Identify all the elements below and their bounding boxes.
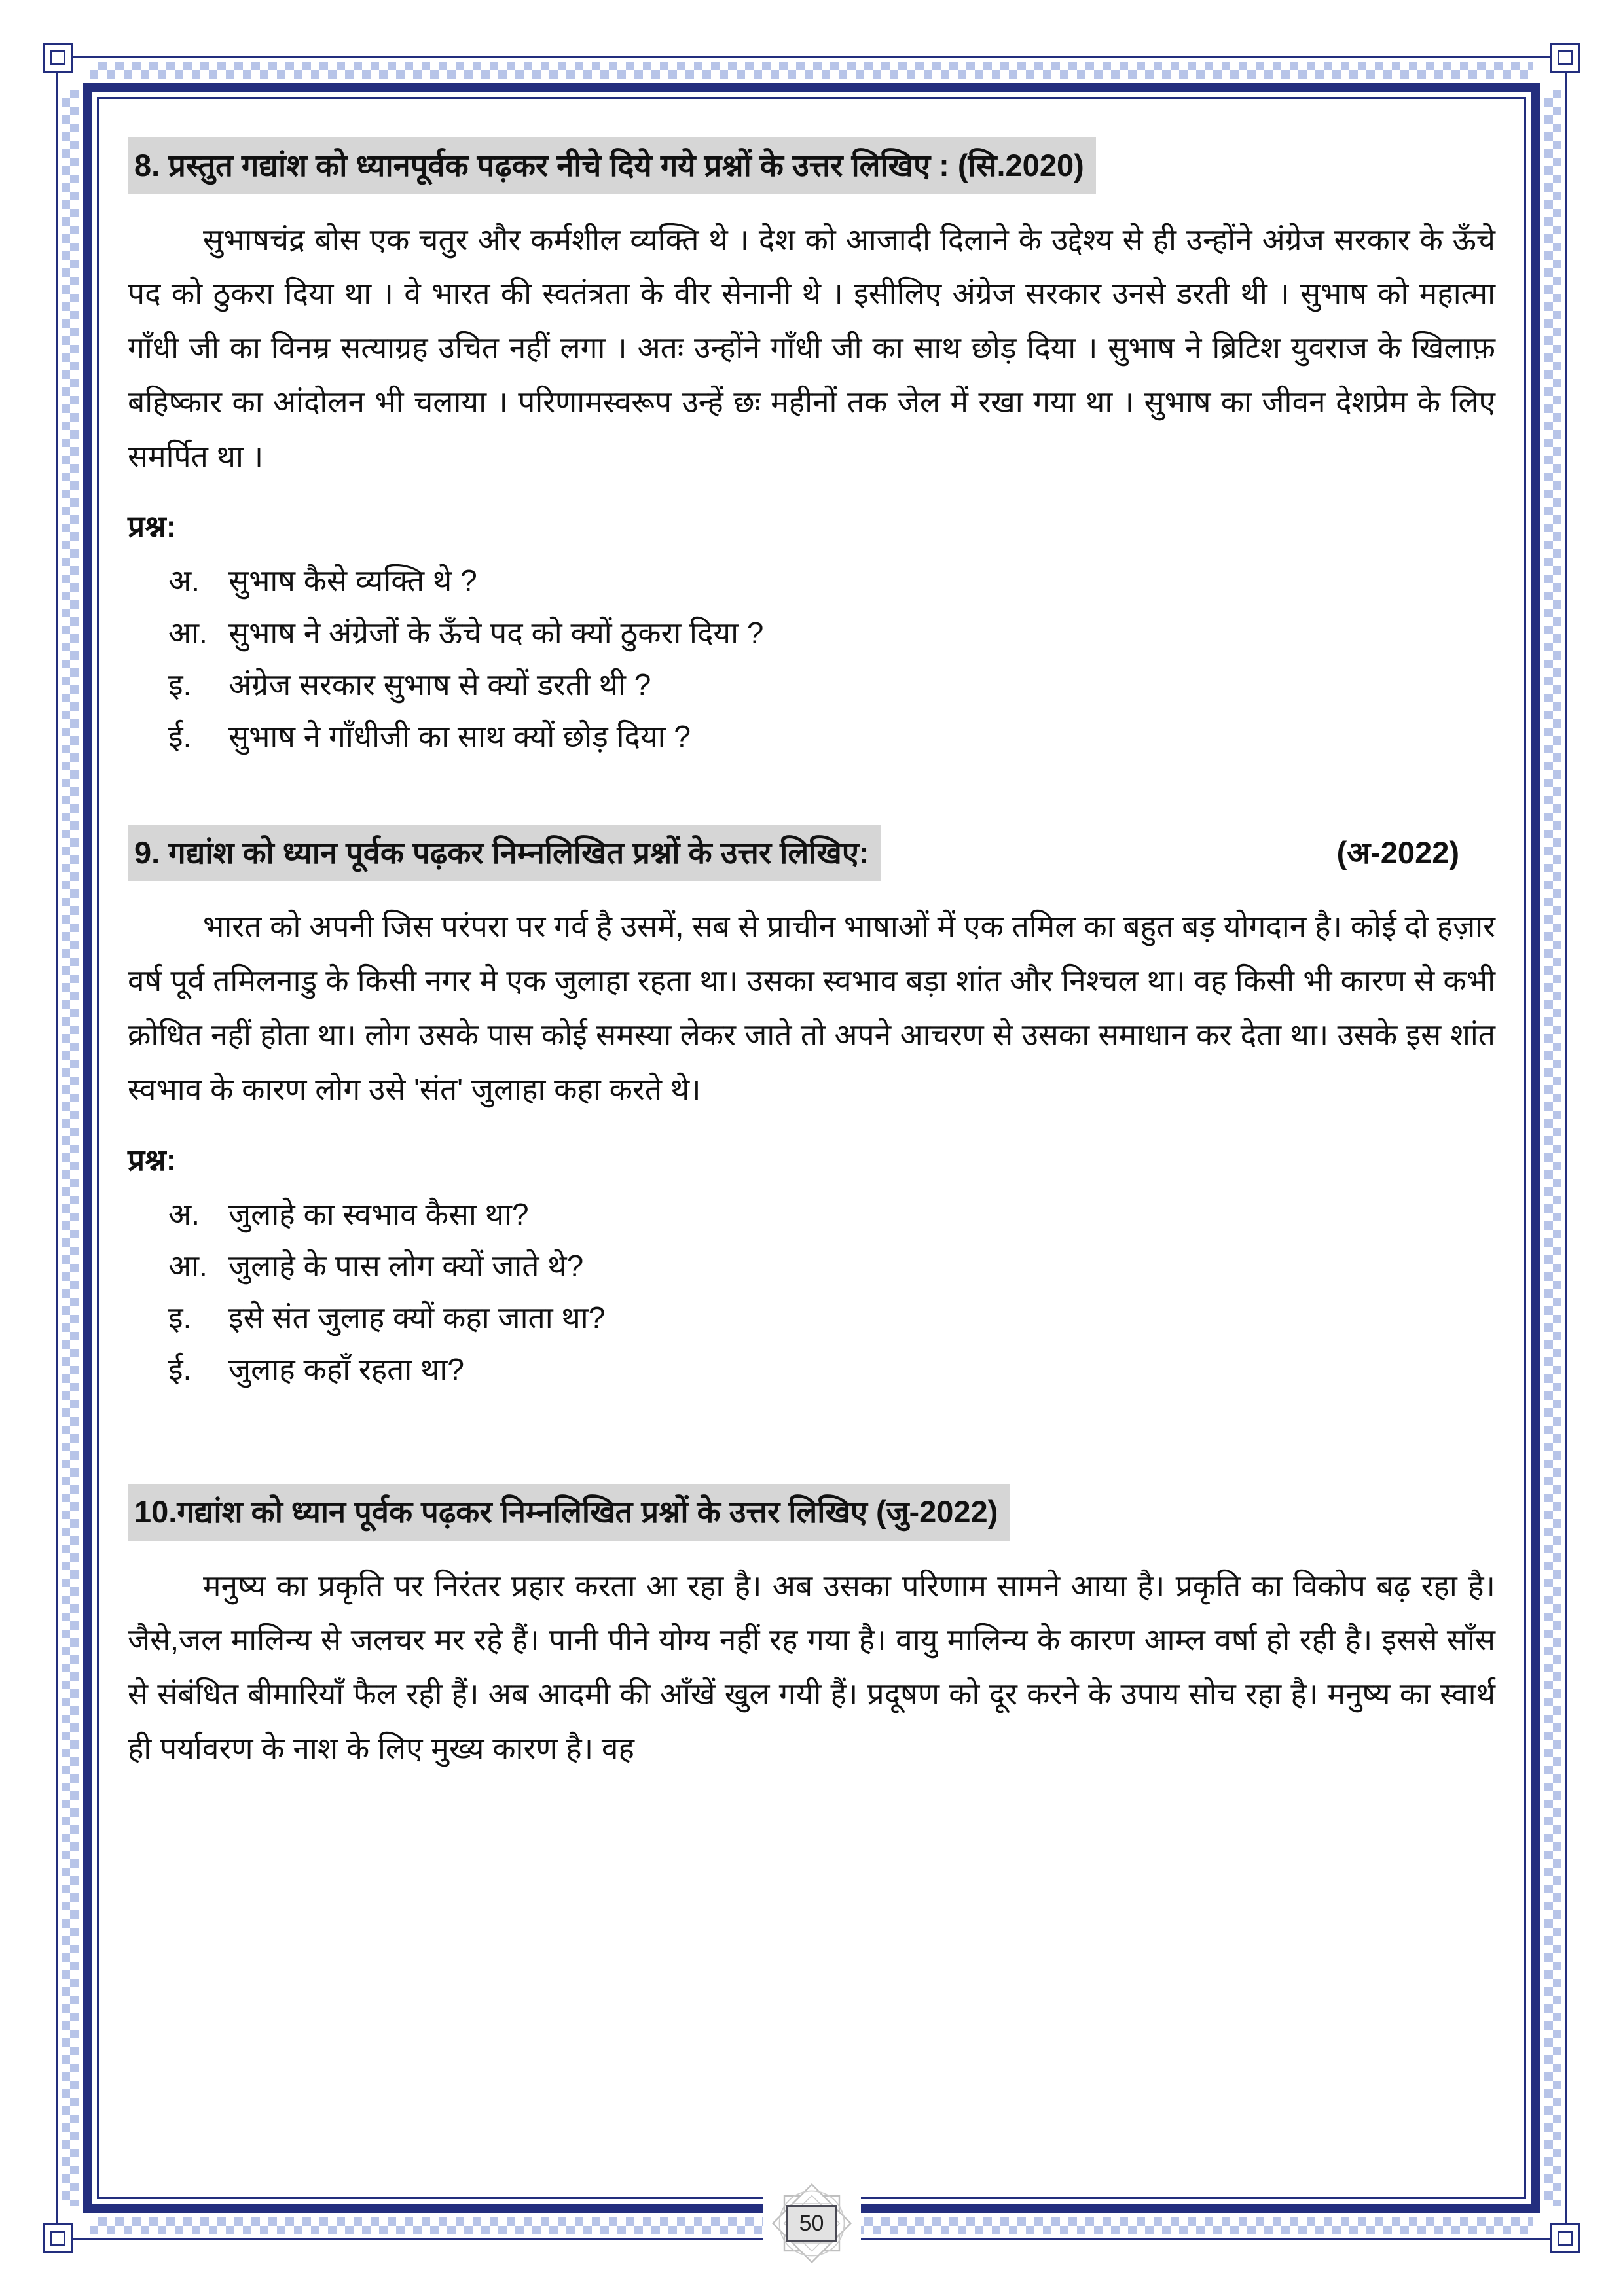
frame-checker-strip-left <box>62 90 79 2206</box>
question-marker: इ. <box>168 1300 192 1335</box>
section-10-passage: मनुष्य का प्रकृति पर निरंतर प्रहार करता आ रहा है। अब उसका परिणाम सामने आया है। प्रकृति का विकोप बढ़ रहा है। जैसे,जल मालिन्य से जलचर मर रहे हैं। पानी पीने योग्य नहीं रह गया है। वायु मालिन्य के कारण आम्ल वर्षा हो रही है। इससे साँस से संबंधित बीमारियाँ फैल रही हैं। अब आदमी की आँखें खुल गयी हैं। प्रदूषण को दूर करने के उपाय सोच रहा है। मनुष्य का स्वार्थ ही पर्यावरण के नाश के लिए मुख्य कारण है। वह <box>128 1568 1495 1765</box>
frame-corner-ornament-top-left <box>43 43 73 73</box>
section-8-heading-text: 8. प्रस्तुत गद्यांश को ध्यानपूर्वक पढ़कर नीचे दिये गये प्रश्नों के उत्तर लिखिए : (सि.2020) <box>128 137 1096 194</box>
question-marker: अ. <box>168 1196 200 1231</box>
section-10-heading <box>128 1484 1495 1541</box>
frame-corner-ornament-top-right <box>1550 43 1580 73</box>
page-content <box>128 137 1495 1789</box>
question-item <box>168 711 1495 762</box>
section-8-questions-label: प्रश्न: <box>128 509 177 544</box>
frame-checker-strip-top <box>90 62 1533 79</box>
question-item <box>168 1189 1495 1240</box>
question-marker: ई. <box>168 1352 192 1386</box>
section-9-heading-text: 9. गद्यांश को ध्यान पूर्वक पढ़कर निम्नलिखित प्रश्नों के उत्तर लिखिए: <box>128 825 881 882</box>
section-10-heading-text: 10.गद्यांश को ध्यान पूर्वक पढ़कर निम्नलिखित प्रश्नों के उत्तर लिखिए (जु-2022) <box>128 1484 1010 1541</box>
question-item <box>168 1292 1495 1344</box>
question-item <box>168 555 1495 607</box>
question-text: सुभाष कैसे व्यक्ति थे ? <box>228 564 477 598</box>
section-question-10 <box>128 1484 1495 1776</box>
question-marker: ई. <box>168 719 192 753</box>
question-marker: आ. <box>168 1248 208 1283</box>
question-text: सुभाष ने अंग्रेजों के ऊँचे पद को क्यों ठुकरा दिया ? <box>228 615 764 650</box>
question-marker: इ. <box>168 667 192 702</box>
question-text: जुलाह कहाँ रहता था? <box>228 1352 464 1386</box>
question-item <box>168 1344 1495 1395</box>
frame-checker-strip-right <box>1544 90 1561 2206</box>
section-9-passage: भारत को अपनी जिस परंपरा पर गर्व है उसमें, सब से प्राचीन भाषाओं में एक तमिल का बहुत बड़ योगदान है। कोई दो हज़ार वर्ष पूर्व तमिलनाडु के किसी नगर मे एक जुलाहा रहता था। उसका स्वभाव बड़ा शांत और निश्चल था। वह किसी भी कारण से कभी क्रोधित नहीं होता था। लोग उसके पास कोई समस्या लेकर जाते तो अपने आचरण से उसका समाधान कर देता था। उसके इस शांत स्वभाव के कारण लोग उसे 'संत' जुलाहा कहा करते थे। <box>128 909 1495 1106</box>
page-number: 50 <box>786 2205 837 2242</box>
section-question-8 <box>128 137 1495 762</box>
section-9-exam-tag: (अ-2022) <box>1336 834 1459 870</box>
section-8-question-list <box>128 555 1495 762</box>
question-text: इसे संत जुलाह क्यों कहा जाता था? <box>228 1300 606 1335</box>
section-8-passage: सुभाषचंद्र बोस एक चतुर और कर्मशील व्यक्ति थे । देश को आजादी दिलाने के उद्देश्य से ही उन्होंने अंग्रेज सरकार के ऊँचे पद को ठुकरा दिया था । वे भारत की स्वतंत्रता के वीर सेनानी थे । इसीलिए अंग्रेज सरकार उनसे डरती थी । सुभाष को महात्मा गाँधी जी का विनम्र सत्याग्रह उचित नहीं लगा । अतः उन्होंने गाँधी जी का साथ छोड़ दिया । सुभाष ने ब्रिटिश युवराज के खिलाफ़ बहिष्कार का आंदोलन भी चलाया । परिणामस्वरूप उन्हें छः महीनों तक जेल में रखा गया था । सुभाष का जीवन देशप्रेम के लिए समर्पित था । <box>128 222 1495 473</box>
question-text: जुलाहे के पास लोग क्यों जाते थे? <box>228 1248 584 1283</box>
section-8-heading <box>128 137 1495 194</box>
question-item <box>168 1240 1495 1292</box>
question-text: अंग्रेज सरकार सुभाष से क्यों डरती थी ? <box>228 667 651 702</box>
question-text: जुलाहे का स्वभाव कैसा था? <box>228 1196 529 1231</box>
section-9-questions-label: प्रश्न: <box>128 1142 177 1177</box>
question-text: सुभाष ने गाँधीजी का साथ क्यों छोड़ दिया ? <box>228 719 691 753</box>
section-question-9 <box>128 825 1495 1395</box>
question-item <box>168 659 1495 711</box>
question-item <box>168 607 1495 659</box>
footer-page-number-ornament <box>763 2174 861 2272</box>
section-9-question-list <box>128 1189 1495 1395</box>
question-marker: अ. <box>168 564 200 598</box>
frame-corner-ornament-bottom-right <box>1550 2223 1580 2253</box>
frame-corner-ornament-bottom-left <box>43 2223 73 2253</box>
section-9-heading <box>128 825 1495 882</box>
question-marker: आ. <box>168 615 208 650</box>
